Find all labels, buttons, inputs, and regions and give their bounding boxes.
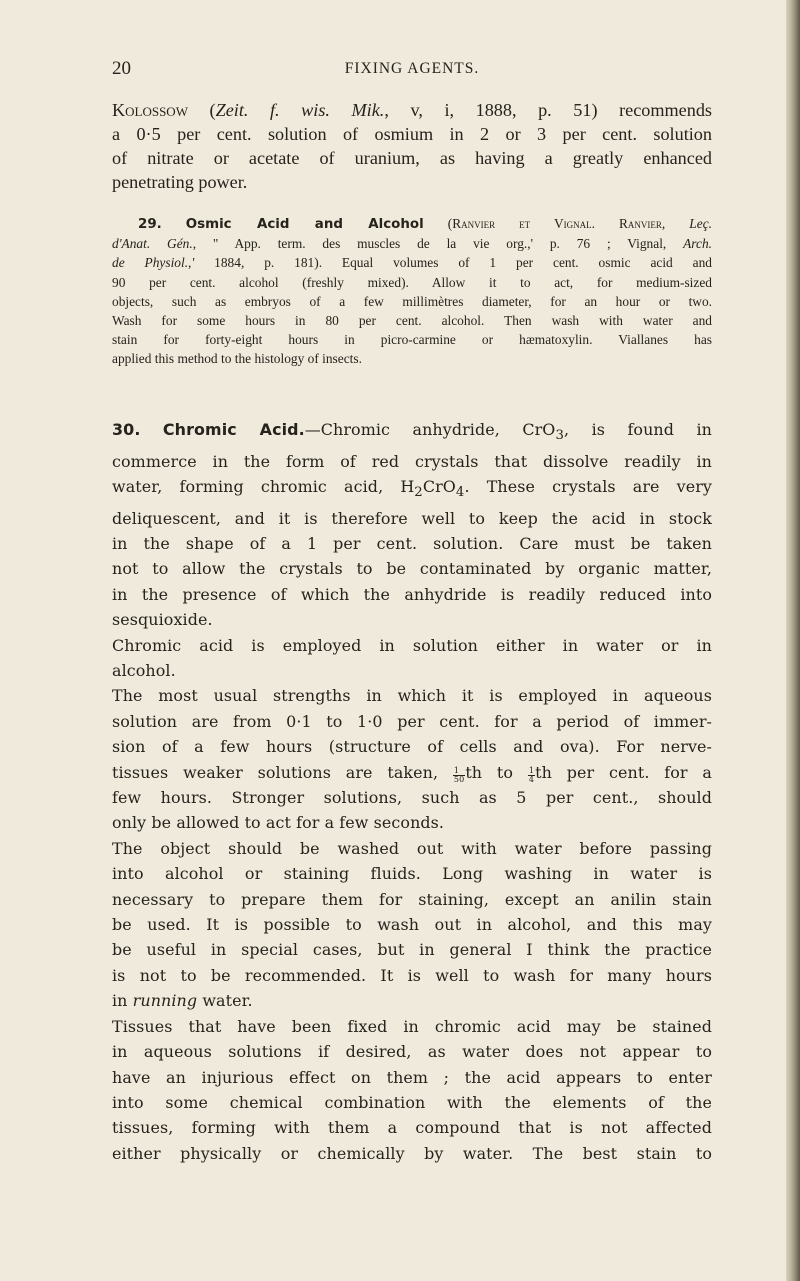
text-line: of nitrate or acetate of uranium, as having a greatly enhanced xyxy=(112,148,712,168)
section-heading: Chromic Acid. xyxy=(162,420,305,439)
running-head: FIXING AGENTS. xyxy=(344,60,480,77)
text-line: sesquioxide. xyxy=(112,610,213,630)
text-line: sion of a few hours (structure of cells and ova). For nerve- xyxy=(112,737,712,757)
text-line: The most usual strengths in which it is employed in aqueous xyxy=(112,686,712,706)
page-number: 20 xyxy=(112,58,131,79)
text-line: applied this method to the histology of insects. xyxy=(112,351,362,367)
text-line: either physically or chemically by water. The best stain to xyxy=(112,1143,712,1163)
text-line: de Physiol.,' 1884, p. 181). Equal volumes of 1 per cent. osmic acid and xyxy=(112,255,712,271)
text-line: in running water. xyxy=(112,991,253,1011)
section-heading: Osmic Acid and Alcohol xyxy=(185,217,424,232)
text-line: have an injurious effect on them ; the acid appears to enter xyxy=(112,1067,712,1087)
kolossow-paragraph xyxy=(112,98,712,194)
text-line: penetrating power. xyxy=(112,172,248,192)
text-line: Kolossow (Zeit. f. wis. Mik., v, i, 1888, p. 51) recommends xyxy=(112,100,713,120)
text-line: few hours. Stronger solutions, such as 5 per cent., should xyxy=(112,788,712,808)
journal-title: Zeit. f. wis. Mik. xyxy=(215,100,385,120)
section-30 xyxy=(112,417,712,1166)
text-line: in aqueous solutions if desired, as water does not appear to xyxy=(112,1042,712,1062)
text-line: solution are from 0·1 to 1·0 per cent. for a period of immer- xyxy=(112,711,712,731)
text-line: water, forming chromic acid, $H_2CrO_4$. These crystals are very xyxy=(112,476,712,501)
text-line: Chromic acid is employed in solution either in water or in xyxy=(112,635,712,655)
text-line: necessary to prepare them for staining, except an anilin stain xyxy=(112,889,712,909)
fraction: $\frac{1}{50}$ xyxy=(453,765,465,784)
text-line: be useful in special cases, but in general I think the practice xyxy=(112,940,712,960)
text-line: a 0·5 per cent. solution of osmium in 2 or 3 per cent. solution xyxy=(112,124,712,144)
text-line: in the presence of which the anhydride is readily reduced into xyxy=(112,584,712,604)
text-line: in the shape of a 1 per cent. solution. Care must be taken xyxy=(112,533,712,553)
text-line: The object should be washed out with water before passing xyxy=(112,838,712,858)
text-line: commerce in the form of red crystals that dissolve readily in xyxy=(112,451,712,471)
text-line: alcohol. xyxy=(112,661,176,680)
text-line: tissues, forming with them a compound that is not affected xyxy=(112,1118,712,1138)
page-header xyxy=(112,58,712,84)
author-name: Kolossow xyxy=(112,100,188,120)
text-line: objects, such as embryos of a few millimètres diameter, for an hour or two. xyxy=(112,293,712,309)
fraction: $\frac{1}{4}$ xyxy=(528,765,535,784)
text-line: only be allowed to act for a few seconds. xyxy=(112,813,445,833)
text-line: not to allow the crystals to be contaminated by organic matter, xyxy=(112,559,712,579)
text-line: Tissues that have been fixed in chromic acid may be stained xyxy=(112,1016,712,1036)
section-number: 30. xyxy=(112,420,141,439)
text-line: Wash for some hours in 80 per cent. alcohol. Then wash with water and xyxy=(112,313,712,329)
text-line: into some chemical combination with the elements of the xyxy=(112,1092,712,1112)
text-line: 29. Osmic Acid and Alcohol (Ranvier et Vignal. Ranvier, Leç. xyxy=(138,216,712,232)
text-line: into alcohol or staining fluids. Long washing in water is xyxy=(112,864,712,884)
text-line: 30. Chromic Acid.—Chromic anhydride, CrO$_3$, is found in xyxy=(112,420,712,444)
text-line: d'Anat. Gén., " App. term. des muscles de la vie org.,' p. 76 ; Vignal, Arch. xyxy=(112,236,712,252)
text-line: stain for forty-eight hours in picro-carmine or hæmatoxylin. Viallanes has xyxy=(112,332,712,348)
text-line: deliquescent, and it is therefore well to keep the acid in stock xyxy=(112,508,712,528)
page-edge-shadow xyxy=(786,0,800,1281)
text-line: tissues weaker solutions are taken, $\frac{1}{50}$ th to $\frac{1}{4}$ th per cent. for a xyxy=(112,762,713,784)
section-number: 29. xyxy=(138,217,162,232)
text-line: is not to be recommended. It is well to wash for many hours xyxy=(112,965,712,985)
section-29 xyxy=(112,214,712,369)
text-line: be used. It is possible to wash out in alcohol, and this may xyxy=(112,915,712,935)
text-line: 90 per cent. alcohol (freshly mixed). Allow it to act, for medium-sized xyxy=(112,274,712,290)
